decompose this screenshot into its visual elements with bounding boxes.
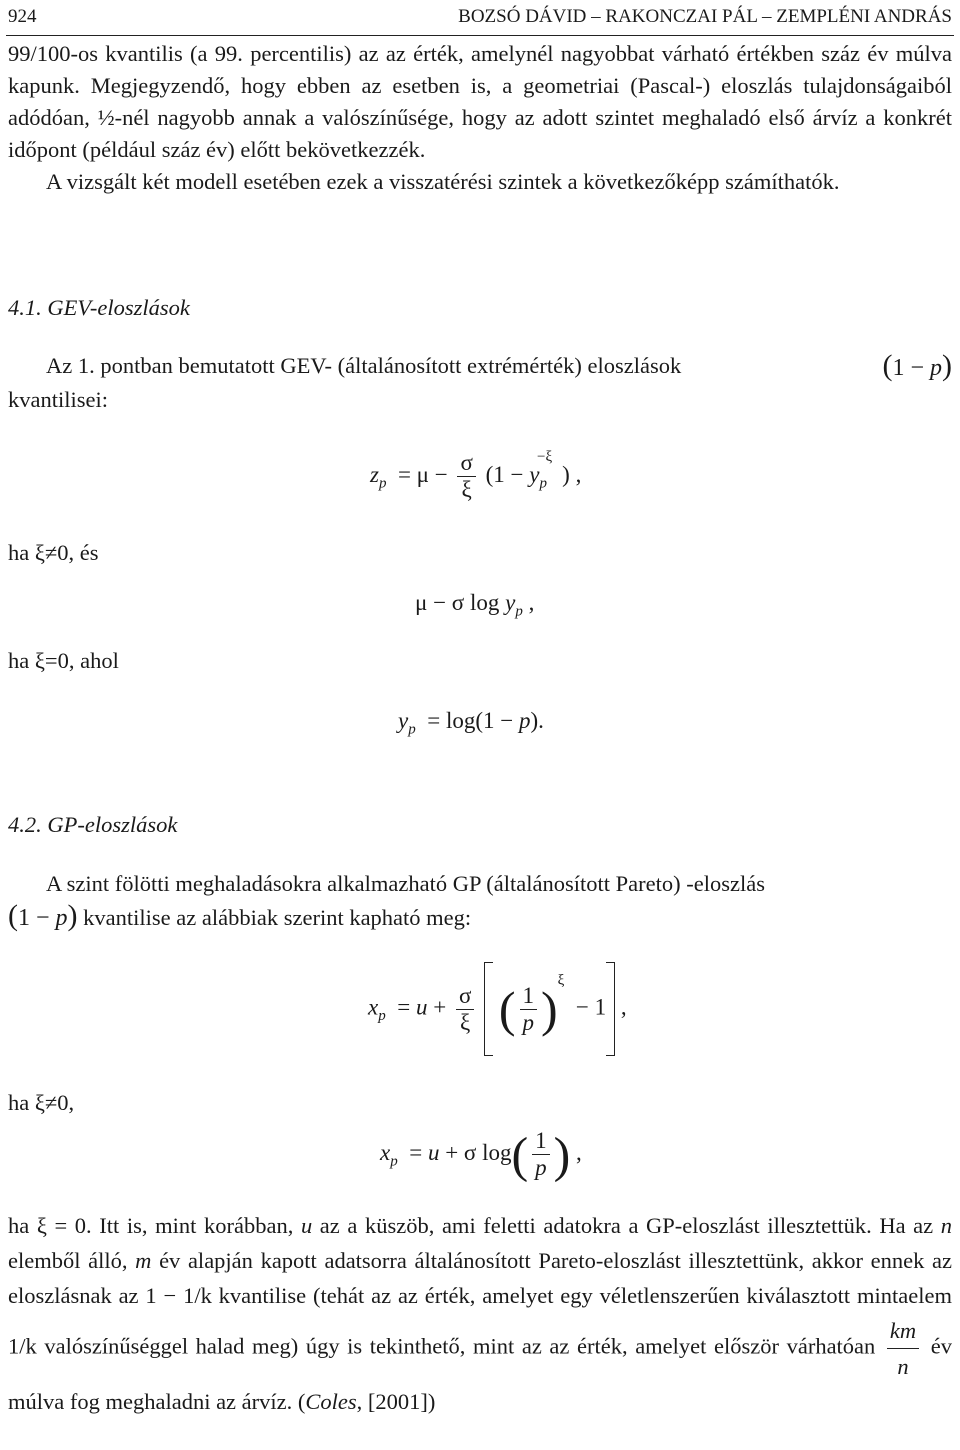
closing-fraction	[887, 1313, 919, 1384]
gp-intro	[8, 868, 952, 934]
closing-s5: év múlva fog meghaladni az árvíz. (	[8, 1333, 953, 1414]
gp-text-a: A szint fölötti meghaladásokra alkalmazható GP (általánosított Pareto) -eloszlás	[46, 871, 765, 896]
closing-cite-author: Coles	[305, 1389, 357, 1414]
section-heading-gev: 4.1. GEV-eloszlások	[8, 295, 190, 320]
closing-s3: elemből álló,	[8, 1248, 128, 1273]
gp-condition-1: ha ξ≠0,	[8, 1090, 75, 1115]
closing-s2: az a küszöb, ami feletti adatokra a GP-eloszlást illesztettük. Ha az	[319, 1213, 934, 1238]
equation-gev-yp: $y_p = \log(1 - p)$.	[398, 708, 544, 738]
header-rule	[6, 35, 954, 36]
equation-gev-zp: $z_p = \mu$ − $\frac{\sigma}{\xi}$ $(1 - y_p^{-\xi})$ ,	[370, 449, 582, 502]
page-header	[0, 0, 960, 32]
closing-u: u	[300, 1213, 313, 1238]
running-title: BOZSÓ DÁVID – RAKONCZAI PÁL – ZEMPLÉNI ANDRÁS	[458, 6, 952, 27]
closing-n: n	[940, 1213, 953, 1238]
closing-m: m	[135, 1248, 152, 1273]
equation-gp-xp: $x_p = u$ + $\frac{\sigma}{\xi}$ ( $\frac{1}{p}$ )$^\xi$ − 1 ,	[368, 962, 627, 1056]
intro-paragraph-1: 99/100-os kvantilis (a 99. percentilis) az az érték, amelynél nagyobbat várható értékben száz év múlva kapunk. Megjegyzendő, hogy ebben az esetben is, a geometriai (Pascal-) eloszlás tulajdonságaiból adódóan, ½-nél nagyobb annak a valószínűsége, hogy az adott szintet meghaladó első árvíz a konkrét időpont (például száz év) előtt bekövetkezzék.	[8, 41, 952, 162]
gev-text-b: kvantilisei:	[8, 387, 108, 412]
section-heading-gp: 4.2. GP-eloszlások	[8, 812, 178, 837]
intro-paragraph-2: A vizsgált két modell esetében ezek a visszatérési szintek a következőképp számíthatók.	[46, 169, 840, 194]
closing-text	[8, 1208, 952, 1419]
closing-frac-num: km	[889, 1318, 917, 1343]
gev-inline-formula: (1 − p)	[882, 349, 952, 382]
intro-text	[8, 38, 952, 198]
closing-s4: év alapján kapott adatsorra általánosított Pareto-eloszlást illesztettünk, akkor ennek az eloszlásnak az 1 − 1/k kvantilise (tehát az az érték, amelyet egy véletlenszerűen kiválasztott mintaelem 1/k valószínűséggel halad meg) úgy is tekinthető, mint az az érték, amelyet először várhatóan	[8, 1248, 953, 1359]
closing-s6: , [2001])	[356, 1389, 436, 1414]
gev-text-a: Az 1. pontban bemutatott GEV- (általánosított extrémérték) eloszlások	[46, 353, 682, 378]
page-number: 924	[8, 6, 37, 27]
gp-inline-formula: (1 − p)	[8, 899, 78, 932]
gev-intro	[8, 350, 952, 416]
equation-gev-xi0: μ − σ $\log y_p$ ,	[415, 590, 535, 620]
closing-frac-den: n	[887, 1348, 919, 1384]
equation-gp-xi0: $x_p = u + \sigma$ log( $\frac{1}{p}$ ) ,	[380, 1126, 582, 1183]
gp-text-b: kvantilise az alábbiak szerint kapható meg:	[83, 905, 472, 930]
gev-condition-2: ha ξ=0, ahol	[8, 648, 119, 673]
closing-s1: ha ξ = 0. Itt is, mint korábban,	[8, 1213, 294, 1238]
gev-condition-1: ha ξ≠0, és	[8, 540, 99, 565]
